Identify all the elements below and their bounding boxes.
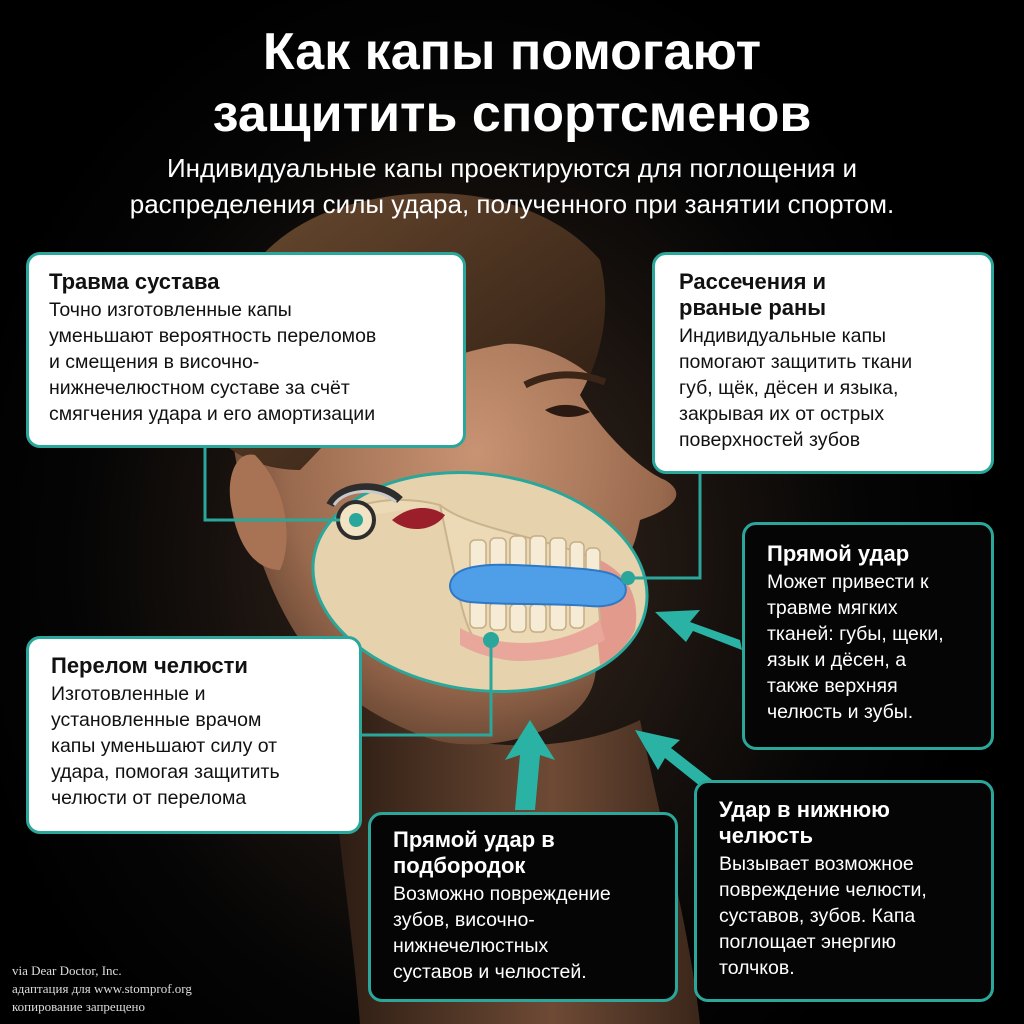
- callout-text-line: и смещения в височно-: [49, 351, 260, 373]
- callout-text-line: Вызывает возможное: [719, 853, 914, 875]
- callout-text-line: челюсть и зубы.: [767, 701, 914, 723]
- credit-adaptation: адаптация для www.stomprof.org: [12, 981, 192, 996]
- joint-marker: [349, 513, 363, 527]
- callout-text-line: челюсти от перелома: [51, 787, 247, 809]
- subtitle-line-1: Индивидуальные капы проектируются для поглощения и: [166, 153, 858, 183]
- arrow-direct-blow: [655, 610, 742, 650]
- callout-title: челюсть: [719, 823, 814, 848]
- credit-copyright: копирование запрещено: [12, 999, 145, 1014]
- callout-text-line: также верхняя: [767, 675, 898, 697]
- callout-text-line: тканей: губы, щеки,: [767, 623, 944, 645]
- callout-text-line: Может привести к: [767, 571, 929, 593]
- callout-joint-trauma: [26, 252, 466, 448]
- page-title-line-2: защитить спортсменов: [212, 85, 812, 143]
- callout-lower-jaw-blow: [694, 780, 994, 1002]
- callout-title: Рассечения и: [679, 269, 827, 294]
- callout-text-line: губ, щёк, дёсен и языка,: [679, 377, 899, 399]
- mouthguard: [450, 565, 626, 607]
- callout-lacerations: [652, 252, 994, 474]
- callout-jaw-fracture: [26, 636, 362, 834]
- subtitle-line-2: распределения силы удара, полученного при занятии спортом.: [129, 189, 895, 219]
- callout-text-line: капы уменьшают силу от: [51, 735, 278, 757]
- jaw-marker: [483, 632, 499, 648]
- callout-text-line: нижнечелюстном суставе за счёт: [49, 377, 350, 399]
- callout-text-line: толчков.: [719, 957, 795, 979]
- callout-title: Прямой удар в: [393, 827, 555, 852]
- callout-title: Удар в нижнюю: [719, 797, 890, 822]
- guard-marker: [621, 571, 635, 585]
- callout-text-line: Изготовленные и: [51, 683, 206, 705]
- callout-text-line: уменьшают вероятность переломов: [49, 325, 377, 347]
- callout-text-line: Возможно повреждение: [393, 883, 611, 905]
- callout-text-line: поверхностей зубов: [679, 429, 861, 451]
- callout-text-line: суставов и челюстей.: [393, 961, 587, 983]
- callout-text-line: повреждение челюсти,: [719, 879, 927, 901]
- callout-title: Травма сустава: [49, 269, 220, 294]
- callout-text-line: смягчения удара и его амортизации: [49, 403, 376, 425]
- callout-direct-blow: [742, 522, 994, 750]
- callout-text-line: язык и дёсен, а: [767, 649, 907, 671]
- callout-title: Перелом челюсти: [51, 653, 248, 678]
- callout-text-line: травме мягких: [767, 597, 898, 619]
- callout-chin-blow: [368, 812, 678, 1002]
- callout-text-line: суставов, зубов. Капа: [719, 905, 916, 927]
- page-title-line-1: Как капы помогают: [262, 23, 762, 81]
- callout-text-line: удара, помогая защитить: [51, 761, 280, 783]
- callout-text-line: Индивидуальные капы: [679, 325, 887, 347]
- callout-title: рваные раны: [679, 295, 827, 320]
- callout-text-line: закрывая их от острых: [679, 403, 885, 425]
- callout-text-line: поглощает энергию: [719, 931, 897, 953]
- callout-text-line: зубов, височно-: [393, 909, 535, 931]
- callout-title: Прямой удар: [767, 541, 910, 566]
- callout-text-line: Точно изготовленные капы: [49, 299, 292, 321]
- callout-title: подбородок: [393, 853, 526, 878]
- callout-text-line: нижнечелюстных: [393, 935, 549, 957]
- callout-text-line: установленные врачом: [51, 709, 262, 731]
- credit-source: via Dear Doctor, Inc.: [12, 963, 122, 978]
- callout-text-line: помогают защитить ткани: [679, 351, 913, 373]
